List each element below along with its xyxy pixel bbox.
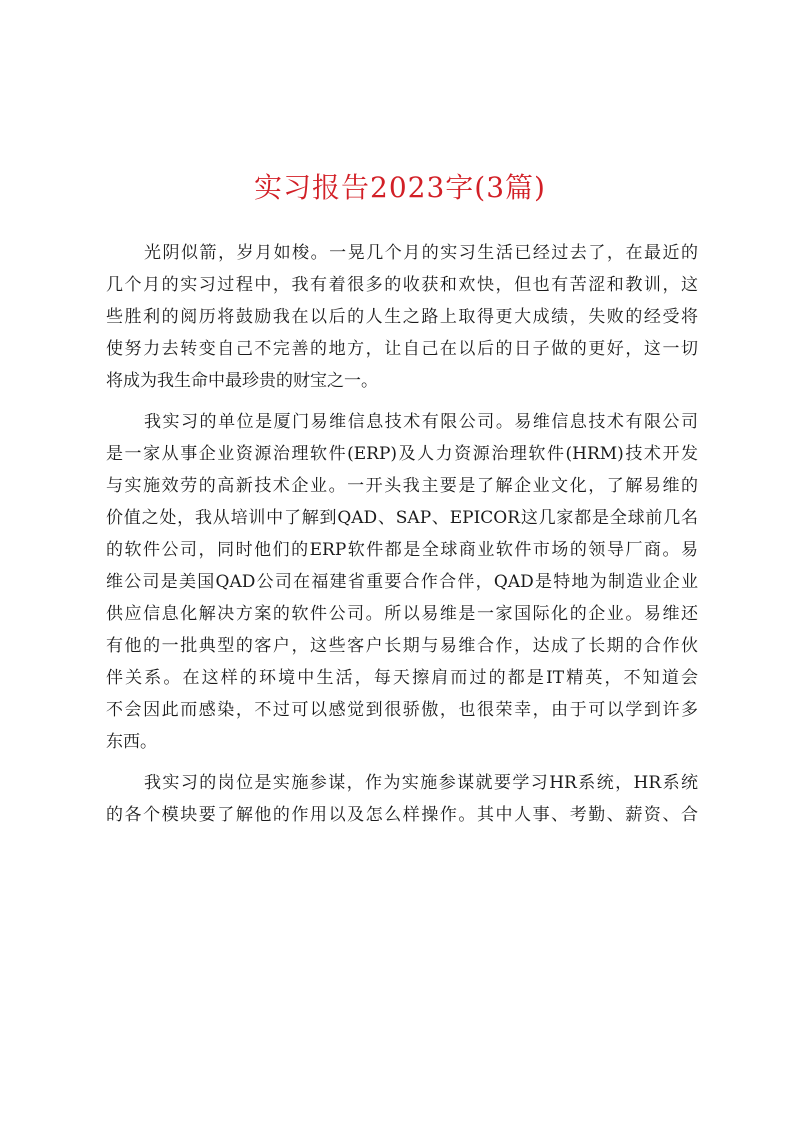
text-line: 价值之处，我从培训中了解到QAD、SAP、EPICOR这几家都是全球前几名 bbox=[106, 508, 698, 528]
paragraph-2 bbox=[106, 406, 698, 758]
text-line: 与实施效劳的高新技术企业。一开头我主要是了解企业文化，了解易维的 bbox=[106, 476, 698, 496]
text-line: 使努力去转变自己不完善的地方，让自己在以后的日子做的更好，这一切 bbox=[106, 339, 698, 359]
text-line: 不会因此而感染，不过可以感觉到很骄傲，也很荣幸，由于可以学到许多 bbox=[106, 700, 698, 720]
document-title: 实习报告2023字(3篇) bbox=[254, 171, 546, 204]
text-line: 的软件公司，同时他们的ERP软件都是全球商业软件市场的领导厂商。易 bbox=[106, 540, 698, 560]
text-line: 东西。 bbox=[106, 732, 157, 752]
text-line: 我实习的单位是厦门易维信息技术有限公司。易维信息技术有限公司 bbox=[144, 412, 698, 432]
text-line: 光阴似箭，岁月如梭。一晃几个月的实习生活已经过去了，在最近的 bbox=[144, 243, 698, 263]
text-line: 是一家从事企业资源治理软件(ERP)及人力资源治理软件(HRM)技术开发 bbox=[106, 444, 698, 464]
document-body bbox=[106, 237, 698, 840]
text-line: 维公司是美国QAD公司在福建省重要合作合伴，QAD是特地为制造业企业 bbox=[106, 572, 698, 592]
text-line: 些胜利的阅历将鼓励我在以后的人生之路上取得更大成绩，失败的经受将 bbox=[106, 307, 698, 327]
paragraph-1 bbox=[106, 237, 698, 397]
text-line: 供应信息化解决方案的软件公司。所以易维是一家国际化的企业。易维还 bbox=[106, 604, 698, 624]
text-line: 我实习的岗位是实施参谋，作为实施参谋就要学习HR系统，HR系统 bbox=[144, 773, 698, 793]
paragraph-3 bbox=[106, 767, 698, 831]
text-line: 几个月的实习过程中，我有着很多的收获和欢快，但也有苦涩和教训，这 bbox=[106, 275, 698, 295]
text-line: 将成为我生命中最珍贵的财宝之一。 bbox=[106, 371, 378, 391]
text-line: 伴关系。在这样的环境中生活，每天擦肩而过的都是IT精英，不知道会 bbox=[106, 668, 698, 688]
text-line: 的各个模块要了解他的作用以及怎么样操作。其中人事、考勤、薪资、合 bbox=[106, 805, 698, 825]
text-line: 有他的一批典型的客户，这些客户长期与易维合作，达成了长期的合作伙 bbox=[106, 636, 698, 656]
